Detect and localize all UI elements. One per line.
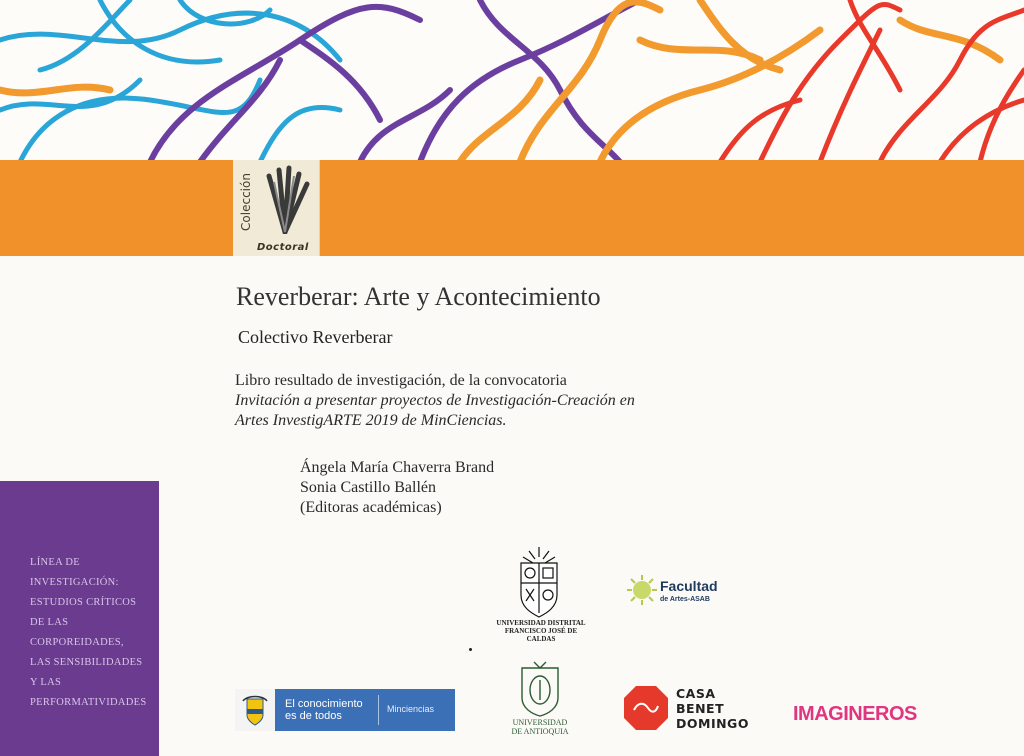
description-line-2: Invitación a presentar proyectos de Investigación-Creación en <box>235 392 635 409</box>
casa-benet-domingo-icon <box>622 684 670 732</box>
root-lines-illustration <box>0 0 1024 162</box>
imagineros-logo: IMAGINEROS <box>793 703 917 725</box>
editor-name: Sonia Castillo Ballén <box>300 479 436 496</box>
editors-list <box>300 458 494 518</box>
description-line-3: Artes InvestigARTE 2019 de MinCiencias. <box>235 412 507 429</box>
description-line-1: Libro resultado de investigación, de la convocatoria <box>235 372 567 389</box>
dot-mark <box>469 648 472 651</box>
slogan-line-2: es de todos <box>285 710 342 722</box>
facultad-artes-logo <box>660 580 718 606</box>
cover-artwork <box>0 0 1024 162</box>
research-line-row: ESTUDIOS CRÍTICOS <box>30 597 137 608</box>
research-line-row: INVESTIGACIÓN: <box>30 577 119 588</box>
udea-name <box>506 718 574 736</box>
research-line-row: LÍNEA DE <box>30 557 80 568</box>
research-line-row: DE LAS <box>30 617 69 628</box>
facultad-sub: de Artes-ASAB <box>660 596 710 603</box>
udea-line-1: UNIVERSIDAD <box>512 718 568 727</box>
casa-line: DOMINGO <box>676 716 749 731</box>
facultad-main: Facultad <box>660 578 718 594</box>
casa-line: BENET <box>676 701 725 716</box>
universidad-distrital-crest-icon <box>513 545 565 619</box>
research-line-panel <box>0 481 159 756</box>
research-line-row: LAS SENSIBILIDADES <box>30 657 143 668</box>
minciencias-name: Minciencias <box>387 704 435 714</box>
editor-name: Ángela María Chaverra Brand <box>300 459 495 476</box>
udea-line-2: DE ANTIOQUIA <box>511 727 569 736</box>
minciencias-slogan <box>285 698 363 722</box>
editors-role: (Editoras académicas) <box>300 499 442 516</box>
collection-label-vertical <box>238 166 254 238</box>
casa-benet-domingo-name <box>676 686 749 731</box>
collection-word: Colección <box>239 173 253 231</box>
collection-badge <box>233 160 320 256</box>
ud-line-2: FRANCISCO JOSÉ DE CALDAS <box>504 627 578 643</box>
universidad-distrital-name <box>493 619 589 643</box>
research-line-row: PERFORMATIVIDADES <box>30 697 147 708</box>
slogan-line-1: El conocimiento <box>285 698 363 710</box>
casa-line: CASA <box>676 686 716 701</box>
book-title: Reverberar: Arte y Acontecimiento <box>236 282 601 311</box>
research-line-row: Y LAS <box>30 677 62 688</box>
colombia-shield-icon <box>235 689 275 731</box>
divider <box>378 695 379 725</box>
research-line-row: CORPOREIDADES, <box>30 637 124 648</box>
research-line-text <box>30 553 147 713</box>
minciencias-logo <box>235 689 455 731</box>
book-subtitle: Colectivo Reverberar <box>238 327 393 347</box>
book-description <box>235 371 635 431</box>
asab-sun-icon <box>626 574 658 606</box>
pencils-icon <box>255 162 315 234</box>
orange-band <box>0 160 1024 256</box>
udea-crest-icon <box>518 660 562 718</box>
ud-line-1: UNIVERSIDAD DISTRITAL <box>496 619 586 627</box>
collection-sub-label: Doctoral <box>257 242 309 253</box>
